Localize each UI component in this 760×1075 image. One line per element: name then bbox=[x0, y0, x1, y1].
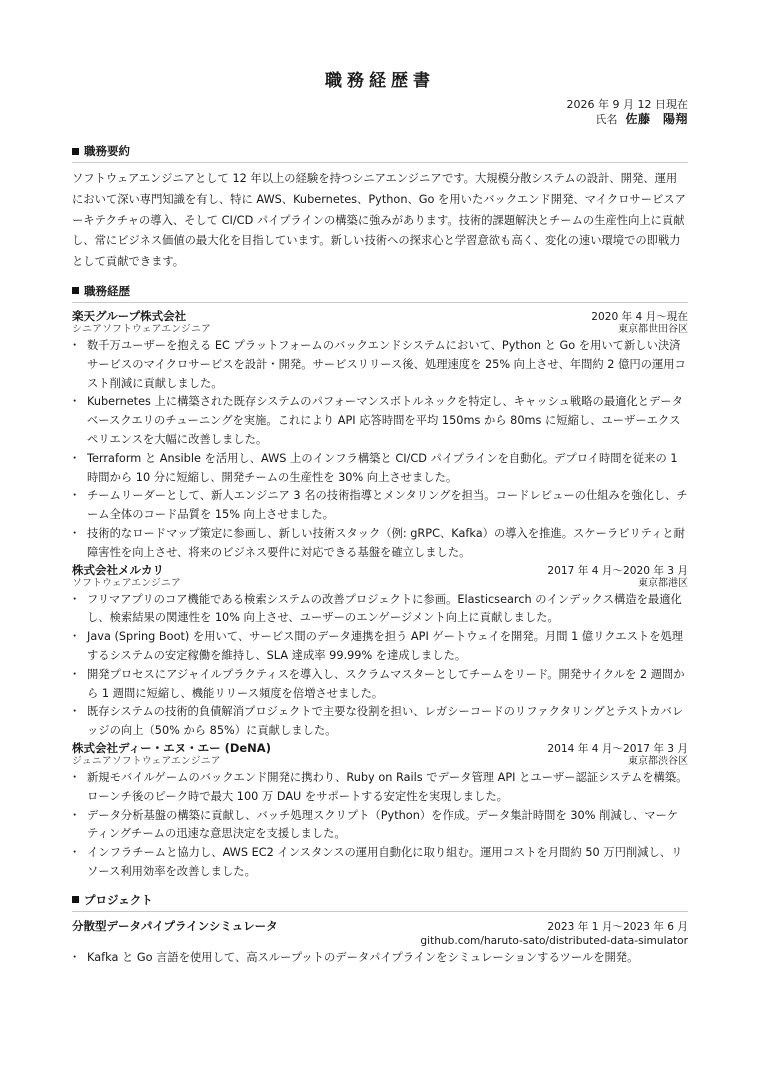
job-subheader-row bbox=[72, 324, 688, 336]
job-header-row bbox=[72, 741, 688, 756]
square-bullet-icon bbox=[72, 896, 79, 903]
job-entry bbox=[72, 563, 688, 741]
person-name: 佐藤 陽翔 bbox=[625, 112, 688, 126]
job-period: 2014 年 4 月〜2017 年 3 月 bbox=[547, 742, 688, 755]
job-bullet: ・ 新規モバイルゲームのバックエンド開発に携わり、Ruby on Rails でデータ管理 API とユーザー認証システムを構築。ローンチ後のピーク時で最大 100 万 DAU をサポートする安定性を実現しました。 bbox=[72, 769, 688, 807]
job-bullet: ・ フリマアプリのコア機能である検索システムの改善プロジェクトに参画。Elasticsearch のインデックス構造を最適化し、検索結果の関連性を 10% 向上させ、ユーザーのエンゲージメント向上に貢献しました。 bbox=[72, 591, 688, 629]
section-title: プロジェクト bbox=[84, 892, 153, 907]
job-role: ジュニアソフトウェアエンジニア bbox=[72, 755, 221, 767]
name-line bbox=[72, 112, 688, 127]
project-entry bbox=[72, 918, 688, 968]
section-title: 職務要約 bbox=[84, 144, 130, 158]
job-bullet: ・ 既存システムの技術的負債解消プロジェクトで主要な役割を担い、レガシーコードのリファクタリングとテストカバレッジの向上（50% から 85%）に貢献しました。 bbox=[72, 703, 688, 741]
job-list bbox=[72, 309, 688, 882]
job-bullet-list bbox=[72, 337, 688, 563]
job-bullet: ・ データ分析基盤の構築に貢献し、バッチ処理スクリプト（Python）を作成。データ集計時間を 30% 削減し、マーケティングチームの迅速な意思決定を支援しました。 bbox=[72, 807, 688, 845]
section-header-work bbox=[72, 283, 688, 303]
job-bullet: ・ 技術的なロードマップ策定に参画し、新しい技術スタック（例: gRPC、Kafka）の導入を推進。スケーラビリティと耐障害性を向上させ、将来のビジネス要件に対応できる基盤を確立しました。 bbox=[72, 525, 688, 563]
project-header-row bbox=[72, 918, 688, 934]
job-entry bbox=[72, 741, 688, 882]
job-subheader-row bbox=[72, 578, 688, 590]
job-bullet: ・ Kubernetes 上に構築された既存システムのパフォーマンスボトルネックを特定し、キャッシュ戦略の最適化とデータベースクエリのチューニングを実施。これにより API 応答時間を平均 150ms から 80ms に短縮し、ユーザーエクスペリエンスを大幅に改善しました。 bbox=[72, 393, 688, 449]
project-bullet-list bbox=[72, 949, 688, 968]
document-date: 2026 年 9 月 12 日現在 bbox=[566, 98, 688, 111]
job-bullet: ・ 開発プロセスにアジャイルプラクティスを導入し、スクラムマスターとしてチームをリード。開発サイクルを 2 週間から 1 週間に短縮し、機能リリース頻度を倍増させました。 bbox=[72, 666, 688, 704]
project-bullet: ・ Kafka と Go 言語を使用して、高スループットのデータパイプラインをシミュレーションするツールを開発。 bbox=[72, 949, 688, 968]
section-header-projects bbox=[72, 892, 688, 912]
job-header-row bbox=[72, 563, 688, 578]
job-period: 2017 年 4 月〜2020 年 3 月 bbox=[547, 564, 688, 577]
company-name: 株式会社ディー・エヌ・エー (DeNA) bbox=[72, 740, 271, 755]
job-bullet-list bbox=[72, 591, 688, 741]
company-name: 楽天グループ株式会社 bbox=[72, 308, 187, 323]
job-bullet: ・ 数千万ユーザーを抱える EC プラットフォームのバックエンドシステムにおいて、Python と Go を用いて新しい決済サービスのマイクロサービスを設計・開発。サービスリリース後、処理速度を 25% 向上させ、年間約 2 億円の運用コスト削減に貢献しました。 bbox=[72, 337, 688, 393]
job-bullet: ・ Java (Spring Boot) を用いて、サービス間のデータ連携を担う API ゲートウェイを開発。月間 1 億リクエストを処理するシステムの安定稼働を維持し、SLA 達成率 99.99% を達成しました。 bbox=[72, 628, 688, 666]
section-header-summary bbox=[72, 143, 688, 163]
job-location: 東京都港区 bbox=[638, 577, 688, 589]
job-location: 東京都世田谷区 bbox=[618, 323, 688, 335]
project-url: github.com/haruto-sato/distributed-data-simulator bbox=[420, 934, 688, 947]
job-role: ソフトウェアエンジニア bbox=[72, 577, 181, 589]
square-bullet-icon bbox=[72, 287, 79, 294]
summary-text: ソフトウェアエンジニアとして 12 年以上の経験を持つシニアエンジニアです。大規模分散システムの設計、開発、運用において深い専門知識を有し、特に AWS、Kubernetes、Python、Go を用いたバックエンド開発、マイクロサービスアーキテクチャの導入、そして CI/CD パイプラインの構築に強みがあります。技術的課題解決とチームの生産性向上に貢献し、常にビジネス価値の最大化を目指しています。新しい技術への探求心と学習意欲も高く、変化の速い環境での即戦力として貢献できます。 bbox=[72, 172, 686, 269]
name-label: 氏名 bbox=[595, 113, 618, 126]
document-title: 職務経歴書 bbox=[325, 71, 435, 91]
company-name: 株式会社メルカリ bbox=[72, 562, 164, 577]
project-title: 分散型データパイプラインシミュレータ bbox=[72, 918, 278, 933]
job-location: 東京都渋谷区 bbox=[628, 755, 688, 767]
job-header-row bbox=[72, 309, 688, 324]
project-period: 2023 年 1 月〜2023 年 6 月 bbox=[547, 920, 688, 933]
job-bullet: ・ インフラチームと協力し、AWS EC2 インスタンスの運用自動化に取り組む。運用コストを月間約 50 万円削減し、リソース利用効率を改善しました。 bbox=[72, 844, 688, 882]
section-title: 職務経歴 bbox=[84, 283, 130, 298]
square-bullet-icon bbox=[72, 148, 79, 155]
job-subheader-row bbox=[72, 756, 688, 768]
job-period: 2020 年 4 月〜現在 bbox=[591, 310, 688, 323]
job-entry bbox=[72, 309, 688, 563]
job-bullet-list bbox=[72, 769, 688, 882]
job-role: シニアソフトウェアエンジニア bbox=[72, 323, 211, 335]
project-list bbox=[72, 918, 688, 968]
job-bullet: ・ Terraform と Ansible を活用し、AWS 上のインフラ構築と CI/CD パイプラインを自動化。デプロイ時間を従来の 1 時間から 10 分に短縮し、開発チームの生産性を 30% 向上させました。 bbox=[72, 450, 688, 488]
job-bullet: ・ チームリーダーとして、新人エンジニア 3 名の技術指導とメンタリングを担当。コードレビューの仕組みを強化し、チーム全体のコード品質を 15% 向上させました。 bbox=[72, 487, 688, 525]
